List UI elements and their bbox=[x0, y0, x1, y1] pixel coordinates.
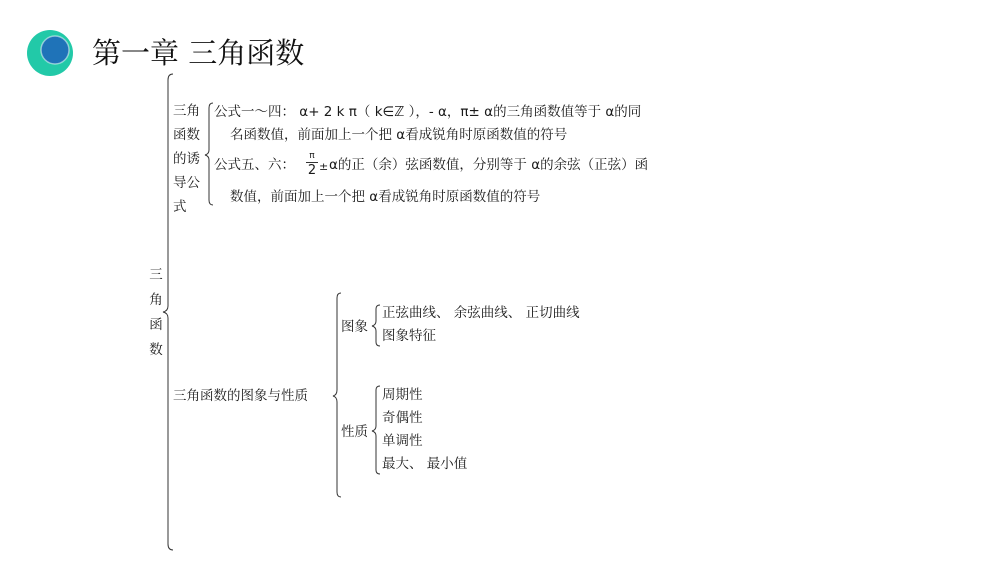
formula1-line2: 名函数值，前面加上一个把 α看成锐角时原函数值的符号 bbox=[230, 127, 568, 143]
graph-item: 正弦曲线、 余弦曲线、 正切曲线 bbox=[382, 305, 580, 321]
props-item: 单调性 bbox=[382, 433, 423, 449]
induction-label: 三角函数的诱导公式 bbox=[173, 103, 200, 215]
induction-brace bbox=[205, 103, 213, 205]
formula2-prefix: 公式五、六： bbox=[214, 157, 295, 173]
graph-item: 图象特征 bbox=[382, 328, 436, 344]
formula2-line1: α的正（余）弦函数值，分别等于 α的余弦（正弦）函 bbox=[329, 157, 649, 173]
props-item: 奇偶性 bbox=[382, 410, 423, 426]
props-item: 最大、 最小值 bbox=[382, 456, 468, 472]
formula2-line2: 数值，前面加上一个把 α看成锐角时原函数值的符号 bbox=[230, 189, 541, 205]
plus-minus-sign: ± bbox=[319, 160, 329, 173]
root-label: 三角函数 bbox=[149, 267, 163, 358]
props-brace bbox=[372, 386, 380, 474]
graph-props-label: 三角函数的图象与性质 bbox=[173, 388, 308, 404]
pi-over-2-fraction bbox=[306, 150, 318, 179]
graph-brace bbox=[372, 305, 380, 346]
graph-props-brace bbox=[333, 293, 341, 497]
props-label: 性质 bbox=[341, 424, 368, 440]
graph-label: 图象 bbox=[341, 319, 368, 335]
main-brace bbox=[163, 74, 173, 550]
props-item: 周期性 bbox=[382, 387, 423, 403]
formula1-line1: 公式一～四： α+ 2 k π（ k∈ℤ ），- α，π± α的三角函数值等于 α的同 bbox=[214, 104, 642, 120]
fraction-denominator: 2 bbox=[307, 163, 317, 178]
fraction-numerator: π bbox=[306, 150, 318, 163]
page-title: 第一章 三角函数 bbox=[92, 36, 305, 70]
